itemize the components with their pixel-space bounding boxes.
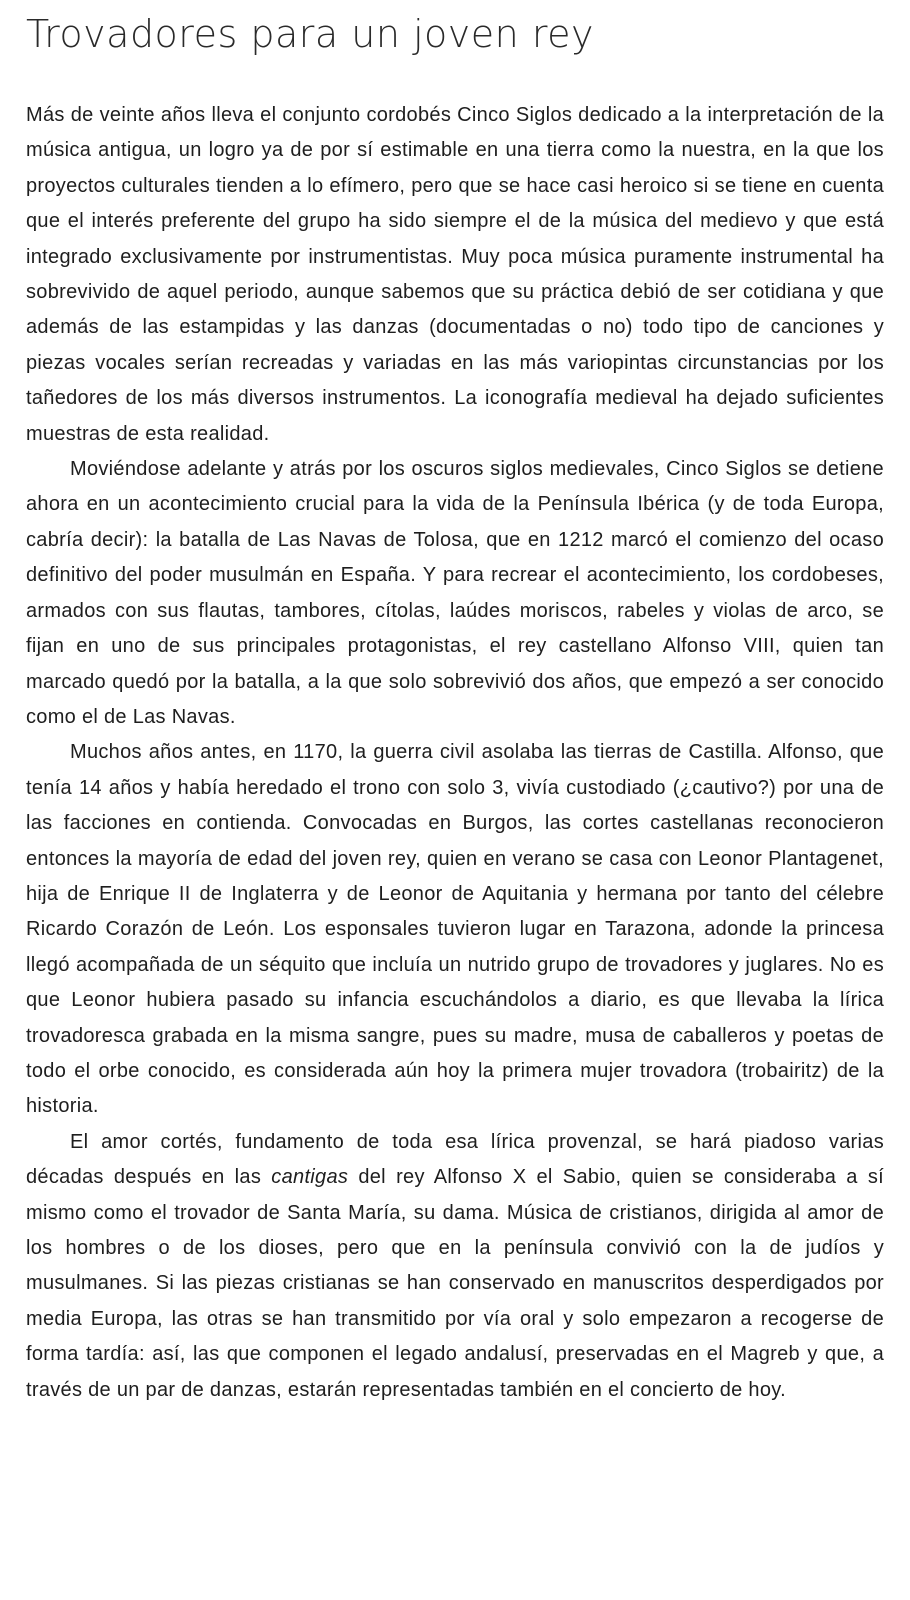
- paragraph-4-text-after: del rey Alfonso X el Sabio, quien se consideraba a sí mismo como el trovador de Santa María, su dama. Música de cristianos, dirigida al amor de los hombres o de los dioses, pero que en la península convivió con la de judíos y musulmanes. Si las piezas cristianas se han conservado en manuscritos desperdigados por media Europa, las otras se han transmitido por vía oral y solo empezaron a recogerse de forma tardía: así, las que componen el legado andalusí, preservadas en el Magreb y que, a través de un par de danzas, estarán representadas también en el concierto de hoy.: [26, 1166, 884, 1401]
- paragraph-4: [26, 1125, 884, 1408]
- paragraph-4-text-before: El amor cortés, fundamento de toda esa lírica provenzal, se hará piadoso varias décadas después en las: [26, 1130, 884, 1189]
- article-body: [26, 98, 884, 1408]
- paragraph-3: Muchos años antes, en 1170, la guerra civil asolaba las tierras de Castilla. Alfonso, que tenía 14 años y había heredado el trono con solo 3, vivía custodiado (¿cautivo?) por una de las facciones en contienda. Convocadas en Burgos, las cortes castellanas reconocieron entonces la mayoría de edad del joven rey, quien en verano se casa con Leonor Plantagenet, hija de Enrique II de Inglaterra y de Leonor de Aquitania y hermana por tanto del célebre Ricardo Corazón de León. Los esponsales tuvieron lugar en Tarazona, adonde la princesa llegó acompañada de un séquito que incluía un nutrido grupo de trovadores y juglares. No es que Leonor hubiera pasado su infancia escuchándolos a diario, es que llevaba la lírica trovadoresca grabada en la misma sangre, pues su madre, musa de caballeros y poetas de todo el orbe conocido, es considerada aún hoy la primera mujer trovadora (trobairitz) de la historia.: [26, 741, 884, 1118]
- document-page: [26, 0, 884, 1408]
- article-title: Trovadores para un joven rey: [26, 12, 594, 56]
- paragraph-4-italic-word: cantigas: [271, 1166, 349, 1189]
- paragraph-1: Más de veinte años lleva el conjunto cordobés Cinco Siglos dedicado a la interpretación de la música antigua, un logro ya de por sí estimable en una tierra como la nuestra, en la que los proyectos culturales tienden a lo efímero, pero que se hace casi heroico si se tiene en cuenta que el interés preferente del grupo ha sido siempre el de la música del medievo y que está integrado exclusivamente por instrumentistas. Muy poca música puramente instrumental ha sobrevivido de aquel periodo, aunque sabemos que su práctica debió de ser cotidiana y que además de las estampidas y las danzas (documentadas o no) todo tipo de canciones y piezas vocales serían recreadas y variadas en las más variopintas circunstancias por los tañedores de los más diversos instrumentos. La iconografía medieval ha dejado suficientes muestras de esta realidad.: [26, 104, 884, 445]
- paragraph-2: Moviéndose adelante y atrás por los oscuros siglos medievales, Cinco Siglos se detiene ahora en un acontecimiento crucial para la vida de la Península Ibérica (y de toda Europa, cabría decir): la batalla de Las Navas de Tolosa, que en 1212 marcó el comienzo del ocaso definitivo del poder musulmán en España. Y para recrear el acontecimiento, los cordobeses, armados con sus flautas, tambores, cítolas, laúdes moriscos, rabeles y violas de arco, se fijan en uno de sus principales protagonistas, el rey castellano Alfonso VIII, quien tan marcado quedó por la batalla, a la que solo sobrevivió dos años, que empezó a ser conocido como el de Las Navas.: [26, 458, 884, 728]
